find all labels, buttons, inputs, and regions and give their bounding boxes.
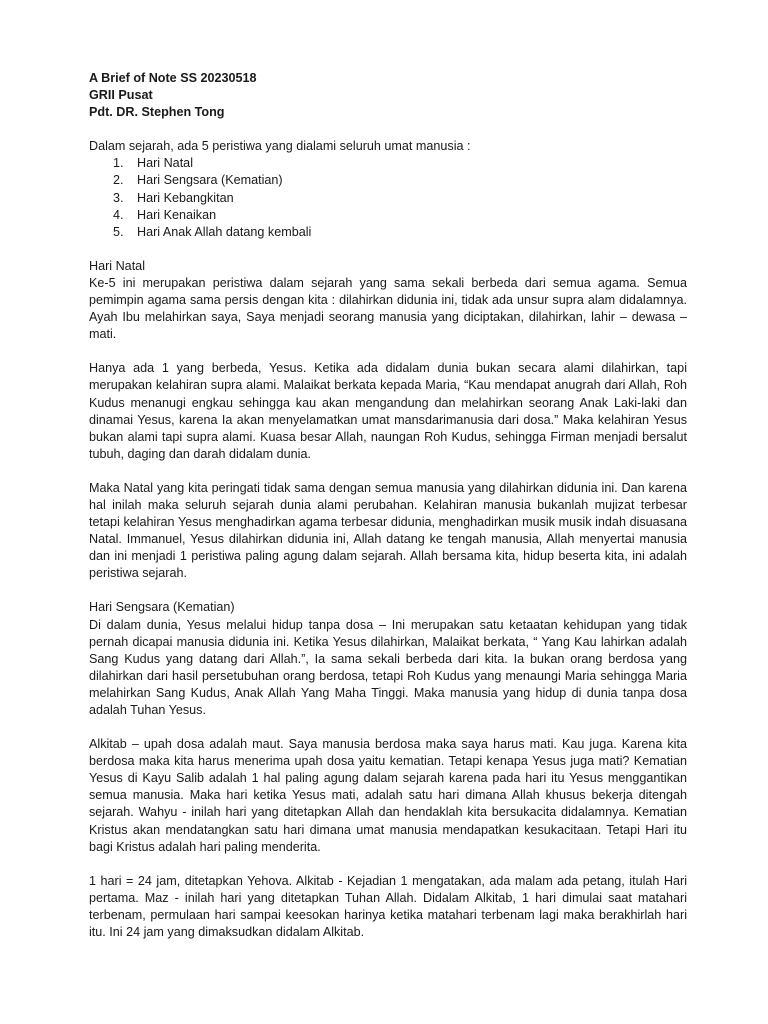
events-list xyxy=(89,155,687,240)
intro-text: Dalam sejarah, ada 5 peristiwa yang dialami seluruh umat manusia : xyxy=(89,139,471,154)
list-item xyxy=(89,172,687,189)
list-item-label: Hari Natal xyxy=(137,156,193,171)
list-item-number: 1. xyxy=(113,156,124,171)
section-title: Hari Sengsara (Kematian) xyxy=(89,600,235,615)
list-item xyxy=(89,190,687,207)
paragraph: Alkitab – upah dosa adalah maut. Saya manusia berdosa maka saya harus mati. Kau juga. Karena kita berdosa maka kita harus menerima upah dosa yaitu kematian. Tetapi kenapa Yesus juga mati? Kematian Yesus di Kayu Salib adalah 1 hal paling agung dalam sejarah karena pada hari itu Yesus menggantikan semua manusia. Maka hari ketika Yesus mati, adalah satu hari dimana Allah khusus bekerja ditengah sejarah. Wahyu - inilah hari yang ditetapkan Allah dan hendaklah kita bersukacita didalamnya. Kematian Kristus akan mendatangkan satu hari dimana umat manusia mendapatkan kesukacitaan. Tetapi Hari itu bagi Kristus adalah hari paling menderita. xyxy=(89,737,687,854)
section-title: Hari Natal xyxy=(89,258,145,273)
paragraph: Maka Natal yang kita peringati tidak sama dengan semua manusia yang dilahirkan didunia ini. Dan karena hal inilah maka seluruh sejarah dunia alami perubahan. Kelahiran manusia bukanlah mujizat terbesar tetapi kelahiran Yesus menghadirkan agama terbesar didunia, menghadirkan musik musik indah disuasana Natal. Immanuel, Yesus dilahirkan didunia ini, Allah datang ke tengah manusia, Allah menyertai manusia dan ini menjadi 1 peristiwa paling agung dalam sejarah. Allah bersama kita, hidup beserta kita, ini adalah peristiwa sejarah. xyxy=(89,480,687,581)
list-item-label: Hari Kebangkitan xyxy=(137,190,234,205)
preacher-name: Pdt. DR. Stephen Tong xyxy=(89,105,225,120)
paragraph: Ke-5 ini merupakan peristiwa dalam sejarah yang sama sekali berbeda dari semua agama. Semua pemimpin agama sama persis dengan kita : dilahirkan didunia ini, tidak ada unsur supra alam didalamnya. Ayah Ibu melahirkan saya, Saya menjadi seorang manusia yang diciptakan, dilahirkan, lahir – dewasa – mati. xyxy=(89,275,687,342)
list-item-number: 4. xyxy=(113,207,124,222)
document-header xyxy=(89,70,687,121)
section-hari-sengsara xyxy=(89,599,687,941)
paragraph: Hanya ada 1 yang berbeda, Yesus. Ketika ada didalam dunia bukan secara alami dilahirkan, tapi merupakan kelahiran supra alami. Malaikat berkata kepada Maria, “Kau mendapat anugrah dari Allah, Roh Kudus menanugi engkau sehingga kau akan mengandung dan melahirkan seorang Anak Laki-laki dan dinamai Yesus, karena Ia akan menyelamatkan umat mansdarimanusia dari dosa.” Maka kelahiran Yesus bukan alami tapi supra alami. Kuasa besar Allah, naungan Roh Kudus, sehingga Firman menjadi bersalut tubuh, daging dan darah didalam dunia. xyxy=(89,361,687,461)
list-item xyxy=(89,155,687,172)
church-name: GRII Pusat xyxy=(89,88,153,103)
list-item xyxy=(89,224,687,241)
paragraph: 1 hari = 24 jam, ditetapkan Yehova. Alkitab - Kejadian 1 mengatakan, ada malam ada petang, itulah Hari pertama. Maz - inilah hari yang ditetapkan Tuhan Allah. Didalam Alkitab, 1 hari dimulai saat matahari terbenam, permulaan hari sampai keesokan harinya ketika matahari terbenam lagi maka berakhirlah hari itu. Ini 24 jam yang dimaksudkan didalam Alkitab. xyxy=(89,873,687,940)
note-title: A Brief of Note SS 20230518 xyxy=(89,71,257,85)
list-item-number: 3. xyxy=(113,190,124,205)
paragraph: Di dalam dunia, Yesus melalui hidup tanpa dosa – Ini merupakan satu ketaatan kehidupan yang tidak pernah dicapai manusia didunia ini. Ketika Yesus dilahirkan, Malaikat berkata, “ Yang Kau lahirkan adalah Sang Kudus yang datang dari Allah.”, Ia sama sekali berbeda dari kita. Ia bukan orang berdosa yang dilahirkan dari hasil persetubuhan orang berdosa, tetapi Roh Kudus yang menaungi Maria sehingga Maria melahirkan Sang Kudus, Anak Allah Yang Maha Tinggi. Maka manusia yang hidup di dunia tanpa dosa adalah Tuhan Yesus. xyxy=(89,617,687,717)
list-item-number: 2. xyxy=(113,173,124,188)
list-item-number: 5. xyxy=(113,224,124,239)
document-page xyxy=(89,70,687,941)
list-item-label: Hari Kenaikan xyxy=(137,207,217,222)
list-item xyxy=(89,207,687,224)
list-item-label: Hari Anak Allah datang kembali xyxy=(137,224,312,239)
section-hari-natal xyxy=(89,258,687,583)
list-item-label: Hari Sengsara (Kematian) xyxy=(137,173,283,188)
